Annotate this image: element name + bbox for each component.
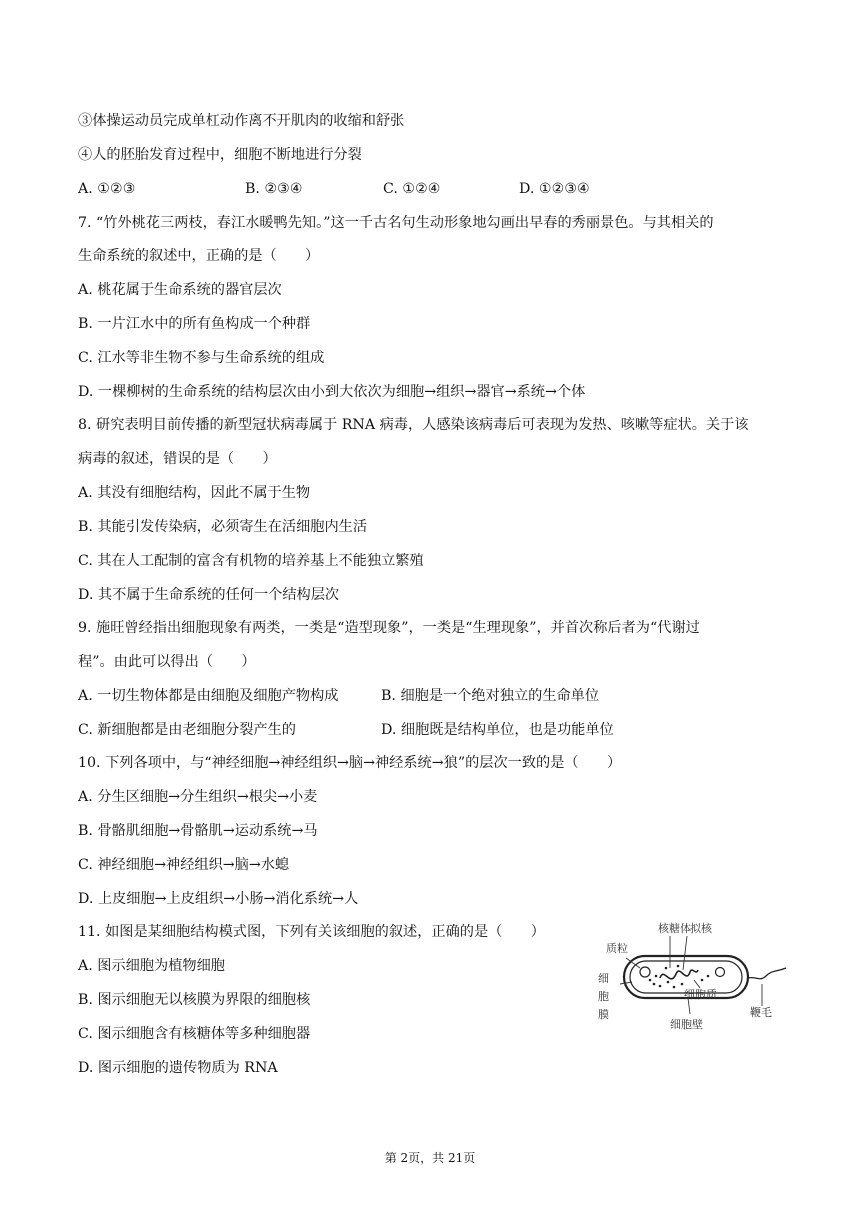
label-membrane-2: 胞 — [598, 990, 609, 1003]
label-cell-wall: 细胞壁 — [670, 1018, 703, 1031]
plasmid-shape-2 — [716, 968, 725, 977]
q8-stem-line2: 病毒的叙述，错误的是（ ） — [78, 451, 277, 467]
q7-stem-line2: 生命系统的叙述中，正确的是（ ） — [78, 248, 320, 264]
ribosome-dots — [649, 965, 710, 989]
q6-option-b: B. ②③④ — [245, 181, 303, 197]
q10-option-a: A. 分生区细胞→分生组织→根尖→小麦 — [78, 789, 318, 805]
q10-stem: 10. 下列各项中，与“神经细胞→神经组织→脑→神经系统→狼”的层次一致的是（ ） — [78, 755, 622, 771]
plasmid-shape — [640, 967, 650, 977]
statement-4: ④人的胚胎发育过程中，细胞不断地进行分裂 — [78, 147, 362, 163]
nucleoid-shape — [660, 970, 698, 979]
label-membrane-1: 细 — [598, 972, 609, 985]
q9-option-a: A. 一切生物体都是由细胞及细胞产物构成 — [78, 688, 339, 704]
q9-stem-line2: 程”。由此可以得出（ ） — [78, 654, 256, 670]
q8-option-a: A. 其没有细胞结构，因此不属于生物 — [78, 485, 311, 501]
q7-stem-line1: 7. “竹外桃花三两枝，春江水暖鸭先知。”这一千古名句生动形象地勾画出早春的秀丽景色。与其相关的 — [78, 215, 714, 231]
statement-3: ③体操运动员完成单杠动作离不开肌肉的收缩和舒张 — [78, 113, 405, 129]
q11-option-b: B. 图示细胞无以核膜为界限的细胞核 — [78, 992, 311, 1008]
q6-option-d: D. ①②③④ — [519, 181, 590, 197]
q9-option-b: B. 细胞是一个绝对独立的生命单位 — [381, 688, 600, 704]
q9-option-c: C. 新细胞都是由老细胞分裂产生的 — [78, 722, 296, 738]
q9-option-d: D. 细胞既是结构单位，也是功能单位 — [381, 722, 614, 738]
q7-option-b: B. 一片江水中的所有鱼构成一个种群 — [78, 316, 311, 332]
label-cytoplasm: 细胞质 — [684, 988, 717, 1001]
page-footer: 第 2页，共 21页 — [384, 1151, 476, 1165]
q7-option-d: D. 一棵柳树的生命系统的结构层次由小到大依次为细胞→组织→器官→系统→个体 — [78, 384, 586, 400]
q6-option-c: C. ①②④ — [383, 181, 441, 197]
q10-option-c: C. 神经细胞→神经组织→脑→水螅 — [78, 857, 290, 873]
q8-stem-line1: 8. 研究表明目前传播的新型冠状病毒属于 RNA 病毒，人感染该病毒后可表现为发热、咳嗽等症状。关于该 — [78, 417, 749, 433]
bacterial-cell-diagram — [590, 918, 786, 1044]
q11-option-c: C. 图示细胞含有核糖体等多种细胞器 — [78, 1026, 311, 1042]
q11-option-d: D. 图示细胞的遗传物质为 RNA — [78, 1060, 278, 1076]
q9-stem-line1: 9. 施旺曾经指出细胞现象有两类，一类是“造型现象”，一类是“生理现象”，并首次称后者为“代谢过 — [78, 620, 700, 636]
label-membrane-3: 膜 — [598, 1008, 609, 1021]
q8-option-b: B. 其能引发传染病，必须寄生在活细胞内生活 — [78, 519, 368, 535]
q10-option-d: D. 上皮细胞→上皮组织→小肠→消化系统→人 — [78, 891, 359, 907]
q8-option-d: D. 其不属于生命系统的任何一个结构层次 — [78, 587, 340, 603]
label-plasmid: 质粒 — [606, 942, 628, 955]
q7-option-c: C. 江水等非生物不参与生命系统的组成 — [78, 350, 325, 366]
label-flagellum: 鞭毛 — [750, 1006, 772, 1019]
q10-option-b: B. 骨骼肌细胞→骨骼肌→运动系统→马 — [78, 823, 318, 839]
label-nucleoid: 拟核 — [690, 922, 712, 935]
q7-option-a: A. 桃花属于生命系统的器官层次 — [78, 282, 282, 298]
q11-option-a: A. 图示细胞为植物细胞 — [78, 958, 225, 974]
label-ribosome: 核糖体 — [658, 922, 691, 935]
q11-stem: 11. 如图是某细胞结构模式图，下列有关该细胞的叙述，正确的是（ ） — [78, 924, 545, 940]
q8-option-c: C. 其在人工配制的富含有机物的培养基上不能独立繁殖 — [78, 553, 424, 569]
q6-option-a: A. ①②③ — [78, 181, 136, 197]
flagellum-shape — [748, 968, 786, 979]
